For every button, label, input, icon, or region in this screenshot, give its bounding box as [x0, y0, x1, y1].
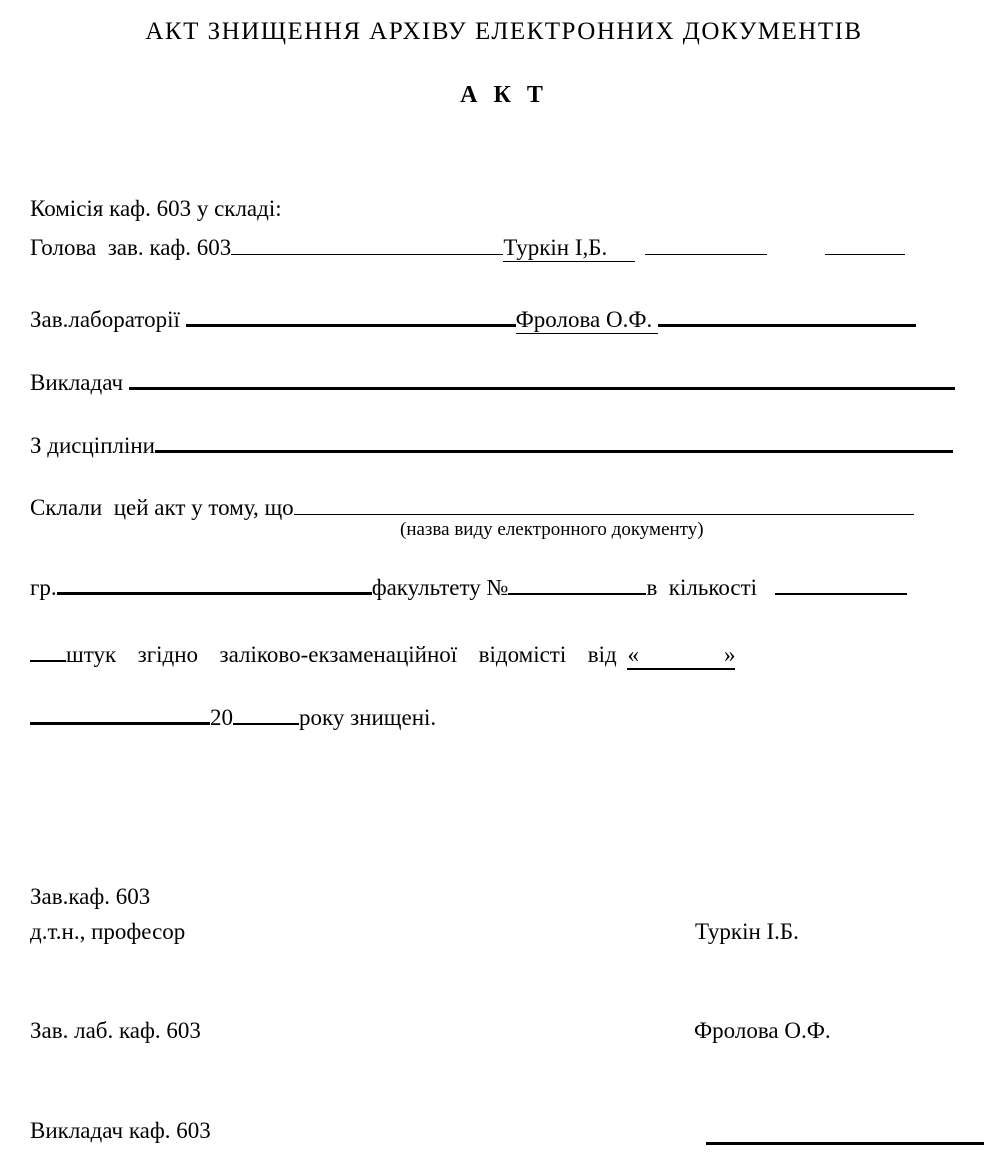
blank-line — [825, 230, 905, 255]
blank-line — [129, 363, 955, 390]
discipline-row — [30, 426, 953, 459]
teacher-role-label: Викладач — [30, 370, 129, 396]
signature3-blank — [706, 1118, 984, 1151]
signature1-name: Туркін І.Б. — [695, 919, 799, 944]
blank-line — [57, 568, 372, 595]
quantity-label: в кількості — [646, 575, 758, 601]
pieces-row — [30, 636, 735, 668]
statement-row — [30, 490, 914, 521]
commission-lab-row — [30, 300, 916, 333]
blank-line — [155, 426, 953, 453]
blank-line — [186, 300, 516, 327]
commission-teacher-row — [30, 363, 955, 396]
lab-name: Фролова О.Ф. — [516, 307, 659, 334]
signature1-role-line1: Зав.каф. 603 — [30, 884, 151, 909]
close-quote: » — [723, 642, 736, 668]
year-row — [30, 698, 436, 731]
blank-line — [706, 1118, 984, 1145]
blank-line — [231, 230, 503, 255]
blank-line — [775, 569, 907, 595]
faculty-label: факультету № — [371, 575, 509, 601]
signature3-role: Викладач каф. 603 — [30, 1118, 211, 1143]
blank-line — [658, 300, 916, 327]
document-title-text: АКТ ЗНИЩЕННЯ АРХІВУ ЕЛЕКТРОННИХ ДОКУМЕНТІВ — [145, 18, 863, 45]
head-name: Туркін І,Б. — [503, 235, 635, 262]
act-heading — [0, 82, 1008, 109]
blank-line — [645, 230, 767, 255]
blank-line — [30, 698, 210, 725]
head-role-label: Голова зав. каф. 603 — [30, 235, 232, 261]
century-prefix: 20 — [210, 705, 233, 731]
blank-line — [294, 490, 914, 515]
blank-line — [30, 636, 66, 662]
statement-lead: Склали цей акт у тому, що — [30, 495, 294, 521]
signature1-role-line2: д.т.н., професор — [30, 919, 186, 944]
signature2-role: Зав. лаб. каф. 603 — [30, 1018, 201, 1043]
group-faculty-row — [30, 568, 907, 601]
blank-line — [233, 699, 299, 725]
document-title — [0, 18, 1008, 46]
signature2-name: Фролова О.Ф. — [694, 1018, 831, 1043]
open-quote: « — [627, 642, 639, 668]
lab-role-label: Зав.лабораторії — [30, 307, 186, 333]
group-label: гр. — [30, 575, 57, 601]
destroyed-text: року знищені. — [299, 705, 437, 731]
quoted-date-blank — [627, 642, 735, 670]
pieces-text: штук згідно заліково-екзаменаційної відомісті від — [66, 642, 628, 668]
commission-head-row — [30, 230, 905, 261]
commission-intro: Комісія каф. 603 у складі: — [30, 196, 282, 221]
discipline-label: З дисціпліни — [30, 433, 155, 459]
act-heading-text: А К Т — [460, 82, 548, 108]
blank-line — [508, 569, 646, 595]
blank-caption: (назва виду електронного документу) — [400, 519, 704, 540]
